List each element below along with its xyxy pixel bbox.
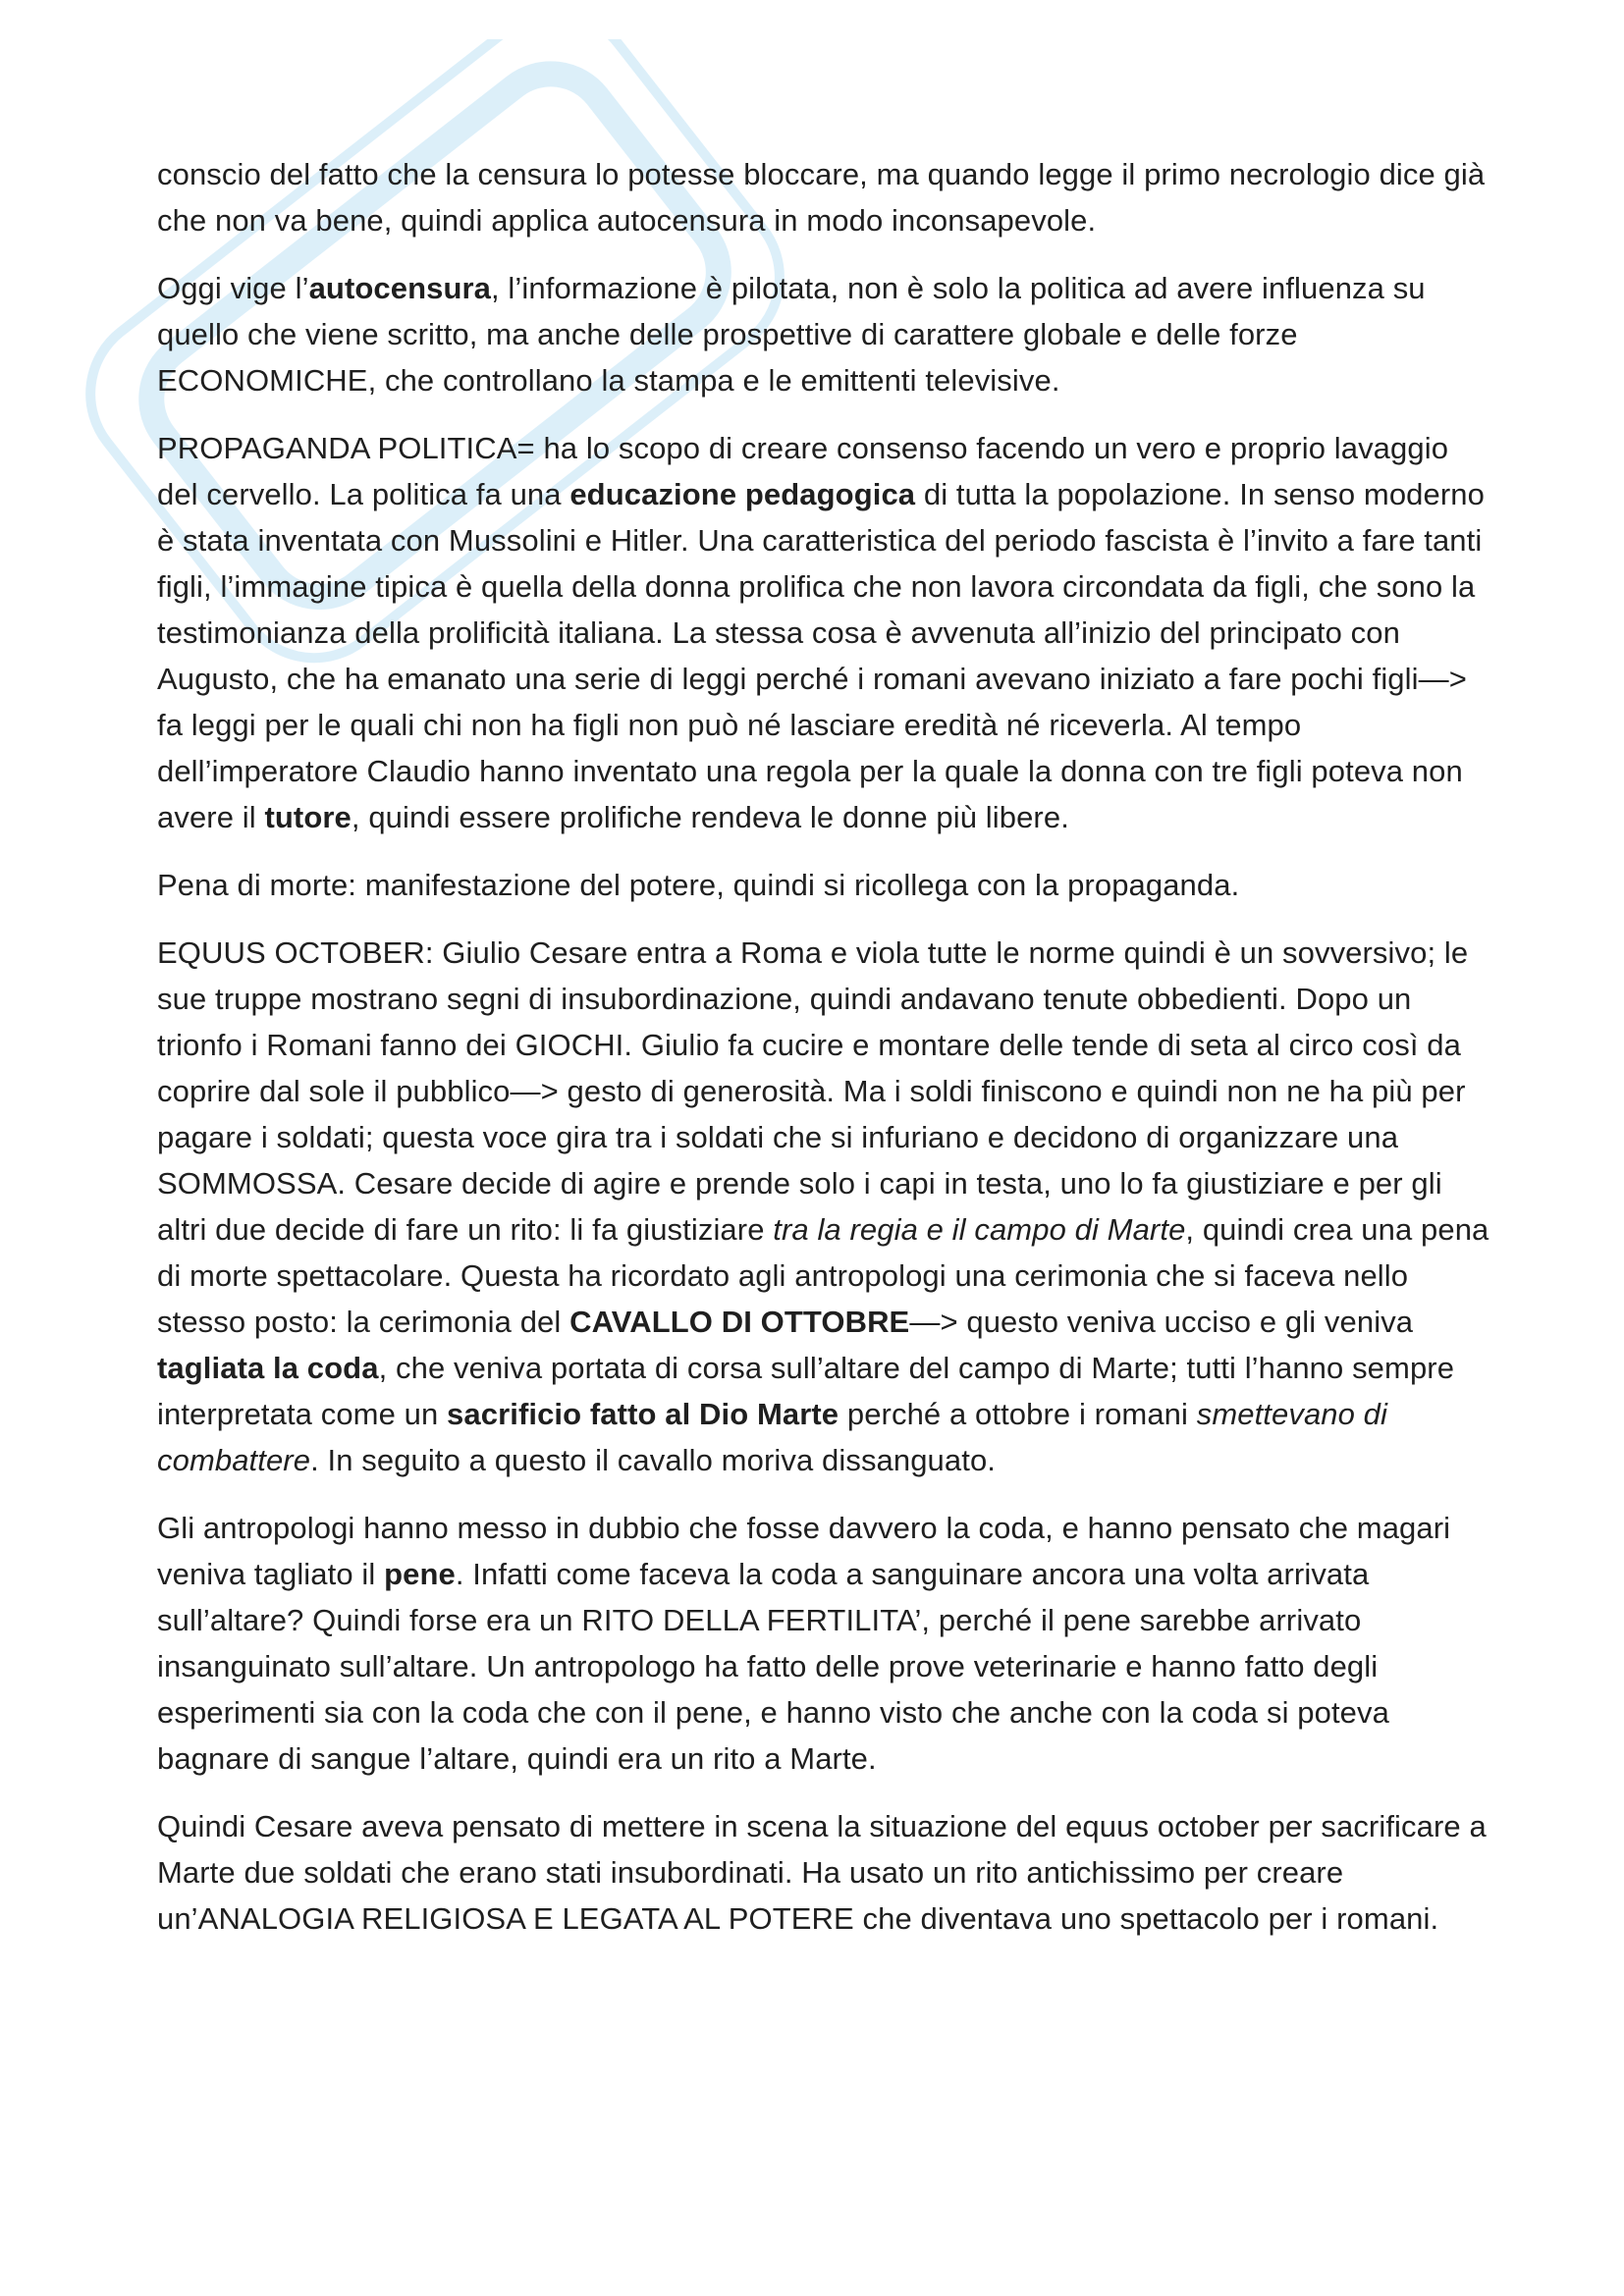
text-run: , quindi crea una pena di morte spettacolare. Questa ha ricordato agli antropologi una cerimonia che si faceva nello stesso posto: la cerimonia del [157,1212,1489,1339]
bold-text: educazione pedagogica [569,477,916,511]
text-run: . In seguito a questo il cavallo moriva dissanguato. [310,1443,997,1477]
text-run: di tutta la popolazione. In senso moderno è stata inventata con Mussolini e Hitler. Una caratteristica del periodo fascista è l’invito a fare tanti figli, l’immagine tipica è quella della donna prolifica che non lavora circondata da figli, che sono la testimonianza della prolificità italiana. La stessa cosa è avvenuta all’inizio del principato con Augusto, che ha emanato una serie di leggi perché i romani avevano iniziato a fare pochi figli—> fa leggi per le quali chi non ha figli non può né lasciare eredità né riceverla. Al tempo dell’imperatore Claudio hanno inventato una regola per la quale la donna con tre figli poteva non avere il [157,477,1485,834]
italic-text: tra la regia e il campo di Marte [773,1212,1186,1247]
paragraph [157,265,1492,403]
paragraph [157,151,1492,243]
text-run: conscio del fatto che la censura lo potesse bloccare, ma quando legge il primo necrologio dice già che non va bene, quindi applica autocensura in modo inconsapevole. [157,157,1486,238]
paragraph [157,1505,1492,1782]
bold-text: CAVALLO DI OTTOBRE [569,1305,910,1339]
text-run: Oggi vige l’ [157,271,309,305]
text-run: —> questo veniva ucciso e gli veniva [909,1305,1414,1339]
text-run: Pena di morte: manifestazione del potere, quindi si ricollega con la propaganda. [157,868,1240,902]
paragraph [157,862,1492,908]
text-run: Gli antropologi hanno messo in dubbio che fosse davvero la coda, e hanno pensato che magari veniva tagliato il [157,1511,1451,1591]
bold-text: sacrificio fatto al Dio Marte [447,1397,839,1431]
text-run: . Infatti come faceva la coda a sanguinare ancora una volta arrivata sull’altare? Quindi forse era un RITO DELLA FERTILITA’, perché il pene sarebbe arrivato insanguinato sull’altare. Un antropologo ha fatto delle prove veterinarie e hanno fatto degli esperimenti sia con la coda che con il pene, e hanno visto che anche con la coda si poteva bagnare di sangue l’altare, quindi era un rito a Marte. [157,1557,1389,1776]
text-run: , quindi essere prolifiche rendeva le donne più libere. [351,800,1069,834]
document-body [157,151,1492,1963]
text-run: perché a ottobre i romani [839,1397,1197,1431]
paragraph [157,930,1492,1483]
paragraph [157,425,1492,840]
text-run: Quindi Cesare aveva pensato di mettere in scena la situazione del equus october per sacrificare a Marte due soldati che erano stati insubordinati. Ha usato un rito antichissimo per creare un’ANALOGIA RELIGIOSA E LEGATA AL POTERE che diventava uno spettacolo per i romani. [157,1809,1487,1936]
paragraph [157,1803,1492,1942]
text-run: EQUUS OCTOBER: Giulio Cesare entra a Roma e viola tutte le norme quindi è un sovversivo; le sue truppe mostrano segni di insubordinazione, quindi andavano tenute obbedienti. Dopo un trionfo i Romani fanno dei GIOCHI. Giulio fa cucire e montare delle tende di seta al circo così da coprire dal sole il pubblico—> gesto di generosità. Ma i soldi finiscono e quindi non ne ha più per pagare i soldati; questa voce gira tra i soldati che si infuriano e decidono di organizzare una SOMMOSSA. Cesare decide di agire e prende solo i capi in testa, uno lo fa giustiziare e per gli altri due decide di fare un rito: li fa giustiziare [157,935,1469,1247]
text-run: , l’informazione è pilotata, non è solo la politica ad avere influenza su quello che viene scritto, ma anche delle prospettive di carattere globale e delle forze ECONOMICHE, che controllano la stampa e le emittenti televisive. [157,271,1426,398]
bold-text: pene [384,1557,456,1591]
text-run: , che veniva portata di corsa sull’altare del campo di Marte; tutti l’hanno sempre interpretata come un [157,1351,1455,1431]
bold-text: tutore [264,800,352,834]
bold-text: autocensura [308,271,491,305]
bold-text: tagliata la coda [157,1351,379,1385]
italic-text: smettevano di combattere [157,1397,1388,1477]
text-run: PROPAGANDA POLITICA= ha lo scopo di creare consenso facendo un vero e proprio lavaggio del cervello. La politica fa una [157,431,1449,511]
